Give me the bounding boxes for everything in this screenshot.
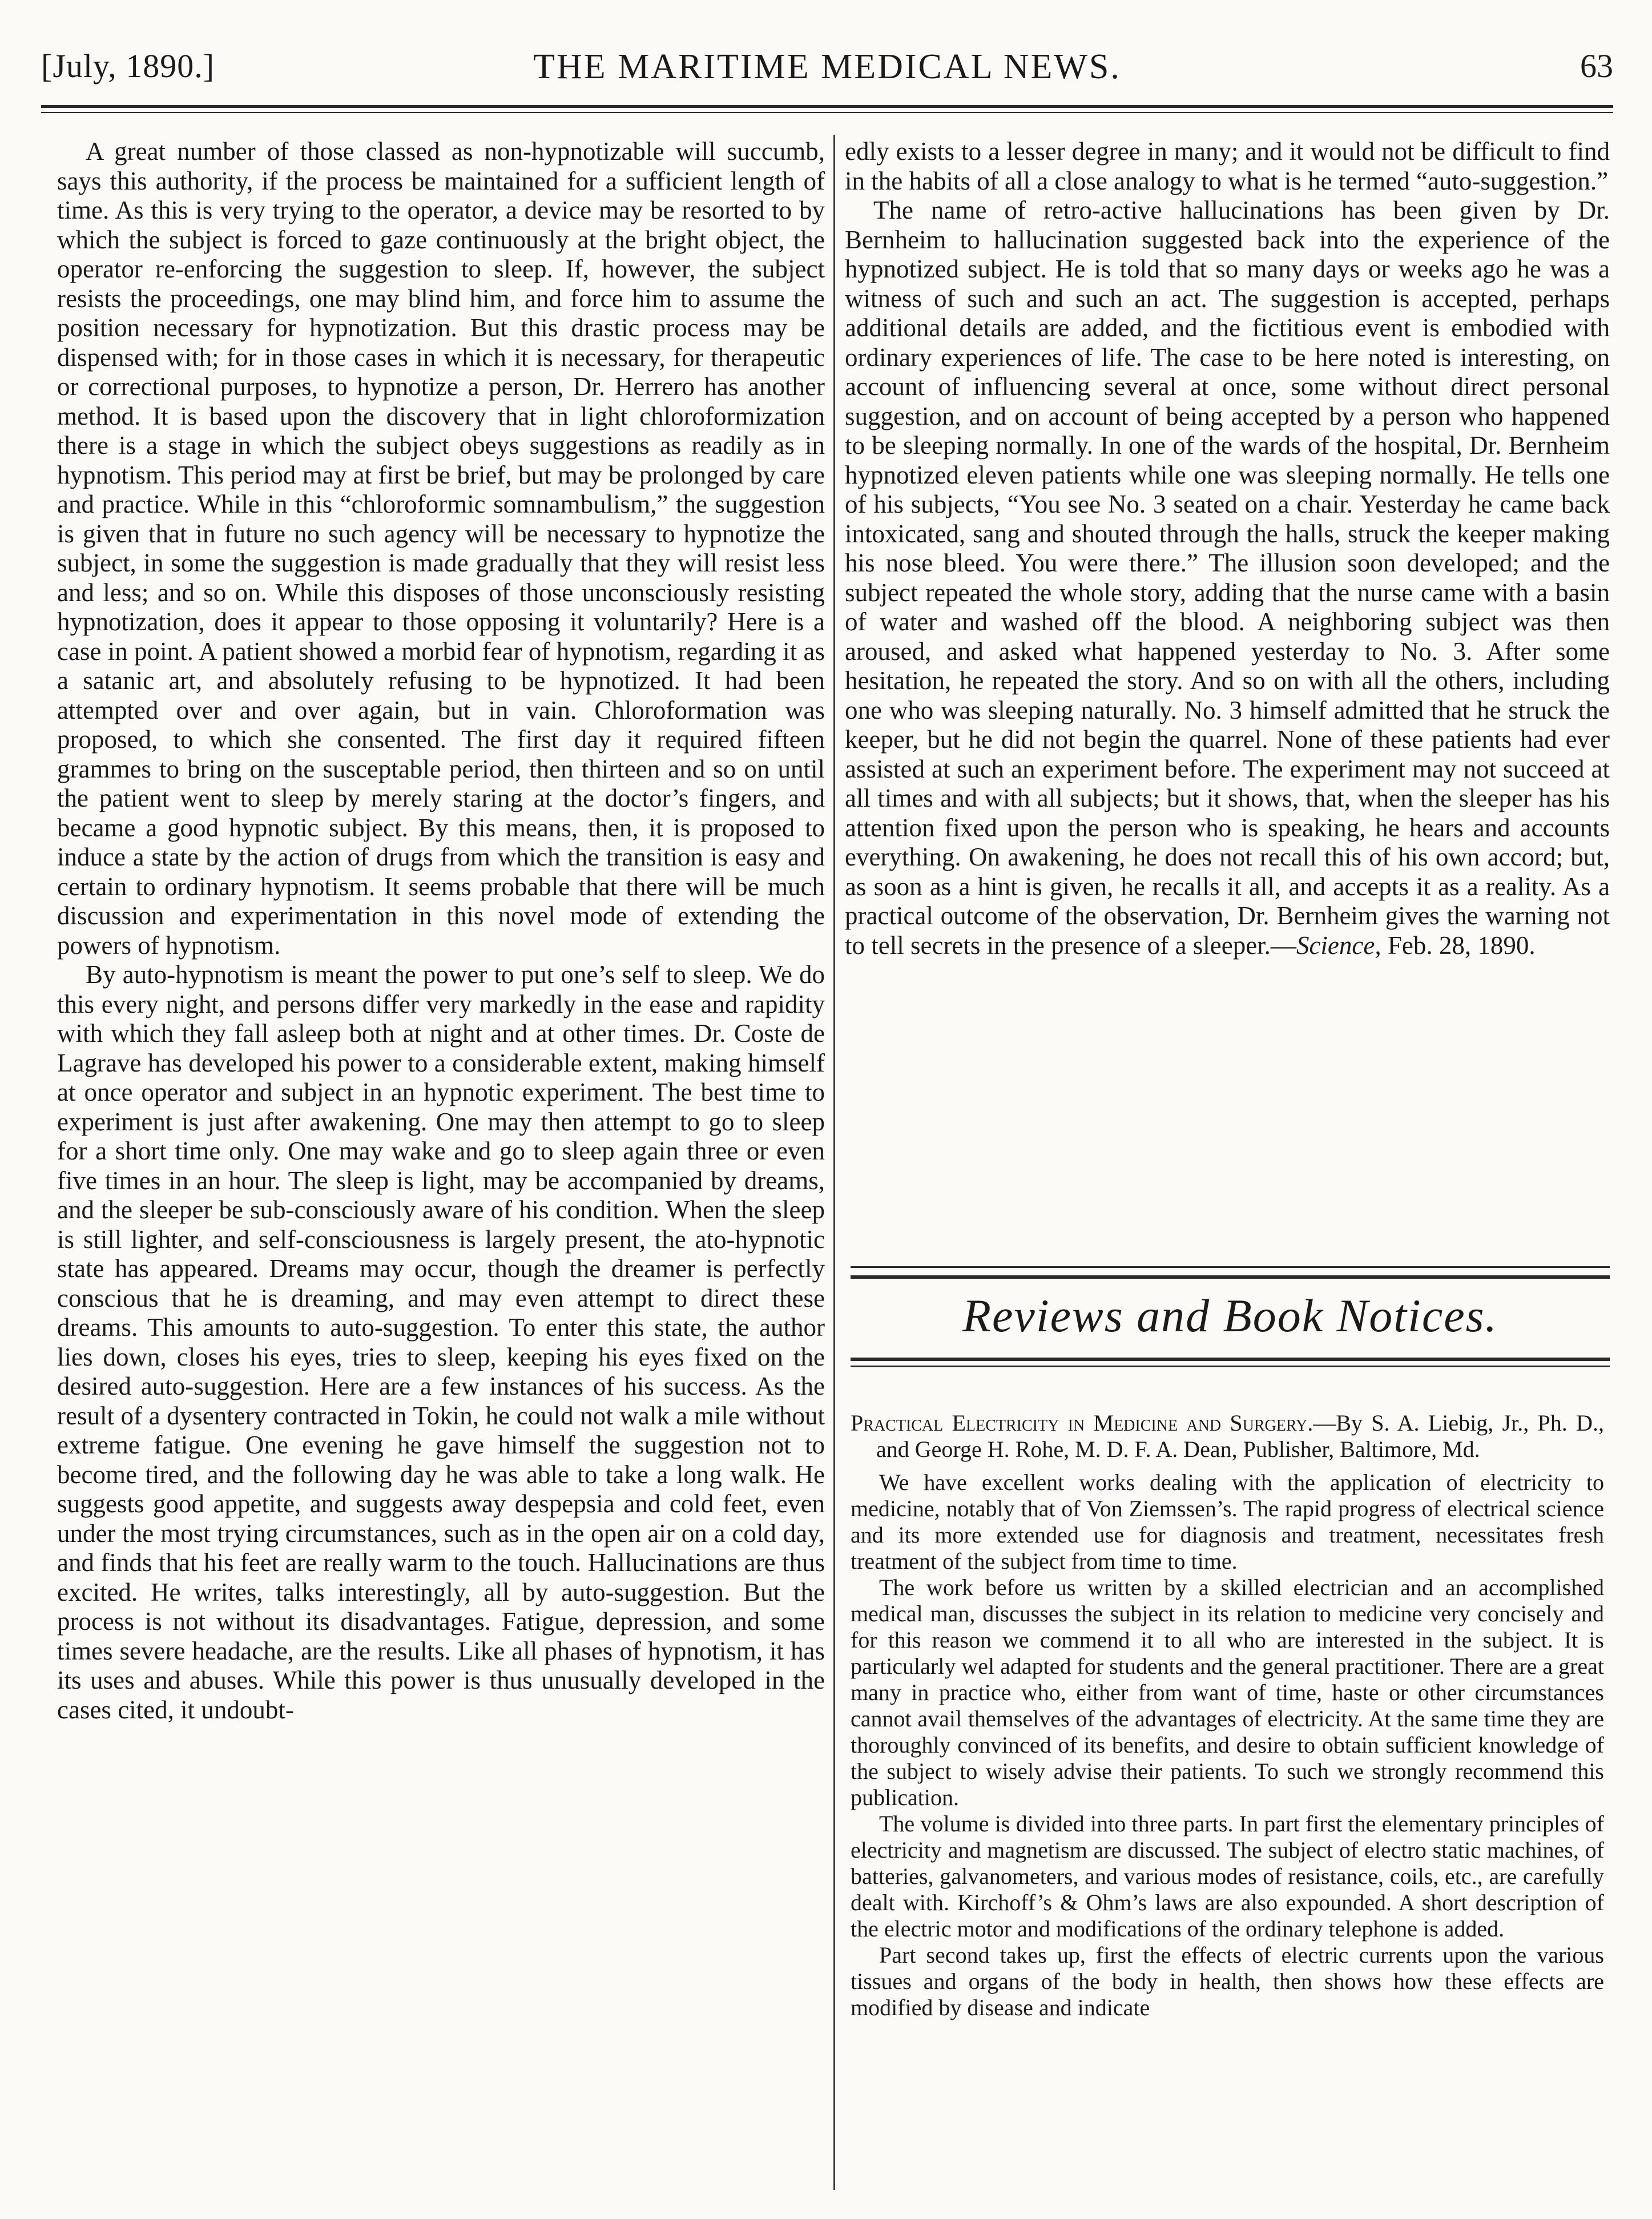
book-authors: —By S. A. Liebig, Jr., Ph. D., and George H. Rohe, M. D. F. A. Dean, Publisher, Baltimore, Md. [876,1410,1604,1462]
right-column [845,137,1610,1119]
paragraph-auto-hypnotism: By auto-hypnotism is meant the power to put one’s self to sleep. We do this every night, and persons differ very markedly in the ease and rapidity with which they fall asleep both at night and at other times. Dr. Coste de Lagrave has developed his power to a considerable extent, making himself at once operator and subject in an hypnotic experiment. The best time to experiment is just after awakening. One may then attempt to go to sleep for a short time only. One may wake and go to sleep again three or even five times in an hour. The sleep is light, may be accompanied by dreams, and the sleeper be sub-consciously aware of his condition. When the sleep is still lighter, and self-consciousness is largely present, the ato-hypnotic state has appeared. Dreams may occur, though the dreamer is perfectly conscious that he is dreaming, and may even attempt to direct these dreams. This amounts to auto-suggestion. To enter this state, the author lies down, closes his eyes, tries to sleep, keeping his eyes fixed on the desired auto-suggestion. Here are a few instances of his success. As the result of a dysentery contracted in Tokin, he could not walk a mile without extreme fatigue. One evening he gave himself the suggestion not to become tired, and the following day he was able to take a long walk. He suggests good appetite, and suggests away despepsia and cold feet, even under the most trying circumstances, such as in the open air on a cold day, and finds that his feet are really warm to the touch. Hallucinations are thus excited. He writes, talks interestingly, all by auto-suggestion. But the process is not without its disadvantages. Fatigue, depression, and some times severe headache, are the results. Like all phases of hypnotism, it has its uses and abuses. While this power is thus unusually developed in the cases cited, it undoubt- [57,960,825,1724]
section-rule [851,1366,1610,1367]
section-rule [851,1358,1610,1361]
header-rule-thick [41,105,1613,108]
left-column [57,137,825,2192]
paragraph-chloroformization: A great number of those classed as non-hypnotizable will succumb, says this authority, if the process be maintained for a sufficient length of time. As this is very trying to the operator, a device may be resorted to by which the subject is forced to gaze continuously at the bright object, the operator re-enforcing the suggestion to sleep. If, however, the subject resists the proceedings, one may blind him, and force him to assume the position necessary for hypnotization. But this drastic process may be dispensed with; for in those cases in which it is necessary, for therapeutic or correctional purposes, to hypnotize a person, Dr. Herrero has another method. It is based upon the discovery that in light chloroformization there is a stage in which the subject obeys suggestions as readily as in hypnotism. This period may at first be brief, but may be prolonged by care and practice. While in this “chloroformic somnambulism,” the suggestion is given that in future no such agency will be necessary to hypnotize the subject, in some the suggestion is made gradually that they will resist less and less; and so on. While this disposes of those unconsciously resisting hypnotization, does it appear to those opposing it voluntarily? Here is a case in point. A patient showed a morbid fear of hypnotism, regarding it as a satanic art, and absolutely refusing to be hypnotized. It had been attempted over and over again, but in vain. Chloroformation was proposed, to which she consented. The first day it required fifteen grammes to bring on the susceptable period, then thirteen and so on until the patient went to sleep by merely staring at the doctor’s fingers, and became a good hypnotic subject. By this means, then, it is proposed to induce a state by the action of drugs from which the transition is easy and certain to ordinary hypnotism. It seems probable that there will be much discussion and experimentation in this novel mode of extending the powers of hypnotism. [57,137,825,960]
book-review [851,1410,1604,2209]
review-paragraph: Part second takes up, first the effects of electric currents upon the various tissues and organs of the body in health, then shows how these effects are modified by disease and indicate [851,1942,1604,2020]
section-rule [851,1266,1610,1268]
paragraph-continuation: edly exists to a lesser degree in many; and it would not be difficult to find in the habits of all a close analogy to what is he termed “auto-suggestion.” [845,137,1610,195]
paragraph-retroactive-hallucinations [845,196,1610,960]
review-paragraph: The volume is divided into three parts. In part first the elementary principles of electricity and magnetism are discussed. The subject of electro static machines, of batteries, galvanometers, and various modes of resistance, coils, etc., are carefully dealt with. Kirchoff’s & Ohm’s laws are also expounded. A short description of the electric motor and modifications of the ordinary telephone is added. [851,1811,1604,1942]
running-header [41,41,1613,87]
section-rule [851,1275,1610,1279]
book-title: Practical Electricity in Medicine and Surgery. [851,1410,1313,1436]
paragraph-body: The name of retro-active hallucinations has been given by Dr. Bernheim to hallucination suggested back into the experience of the hypnotized subject. He is told that so many days or weeks ago he was a witness of such and such an act. The suggestion is accepted, perhaps additional details are added, and the fictitious event is embodied with ordinary experiences of life. The case to be here noted is interesting, on account of influencing several at once, some without direct personal suggestion, and on account of being accepted by a person who happened to be sleeping normally. In one of the wards of the hospital, Dr. Bernheim hypnotized eleven patients while one was sleeping normally. He tells one of his subjects, “You see No. 3 seated on a chair. Yesterday he came back intoxicated, sang and shouted through the halls, struck the keeper making his nose bleed. You were there.” The illusion soon developed; and the subject repeated the whole story, adding that the nurse came with a basin of water and washed off the blood. A neighboring subject was then aroused, and asked what happened yesterday to No. 3. After some hesitation, he repeated the story. And so on with all the others, including one who was sleeping naturally. No. 3 himself admitted that he struck the keeper, but he did not begin the quarrel. None of these patients had ever assisted at such an experiment before. The experiment may not succeed at all times and with all subjects; but it shows, that, when the sleeper has his attention fixed upon the person who is speaking, he hears and accounts everything. On awakening, he does not recall this of his own accord; but, as soon as a hint is given, he recalls it all, and accepts it as a reality. As a practical outcome of the observation, Dr. Bernheim gives the warning not to tell secrets in the presence of a sleeper.— [845,196,1610,960]
column-divider [833,135,835,2190]
citation-date: Feb. 28, 1890. [1387,931,1536,960]
review-paragraph: The work before us written by a skilled electrician and an accomplished medical man, discusses the subject in its relation to medicine very concisely and for this reason we commend it to all who are interested in the subject. It is particularly wel adapted for students and the general practitioner. There are a great many in practice who, either from want of time, haste or other circumstances cannot avail themselves of the advantages of electricity. At the same time they are thoroughly convinced of its benefits, and desire to obtain sufficient knowledge of the subject to wisely advise their patients. To such we strongly recommend this publication. [851,1574,1604,1810]
page-number: 63 [1580,47,1613,84]
citation-source: Science, [1296,931,1381,960]
journal-title: THE MARITIME MEDICAL NEWS. [533,47,1121,86]
review-paragraph: We have excellent works dealing with the application of electricity to medicine, notably that of Von Ziemssen’s. The rapid progress of electrical science and its more extended use for diagnosis and treatment, necessitates fresh treatment of the subject from time to time. [851,1469,1604,1574]
review-heading [851,1410,1604,1463]
issue-date: [July, 1890.] [41,47,215,84]
section-title: Reviews and Book Notices. [962,1290,1498,1342]
header-rule-thin [41,112,1613,113]
